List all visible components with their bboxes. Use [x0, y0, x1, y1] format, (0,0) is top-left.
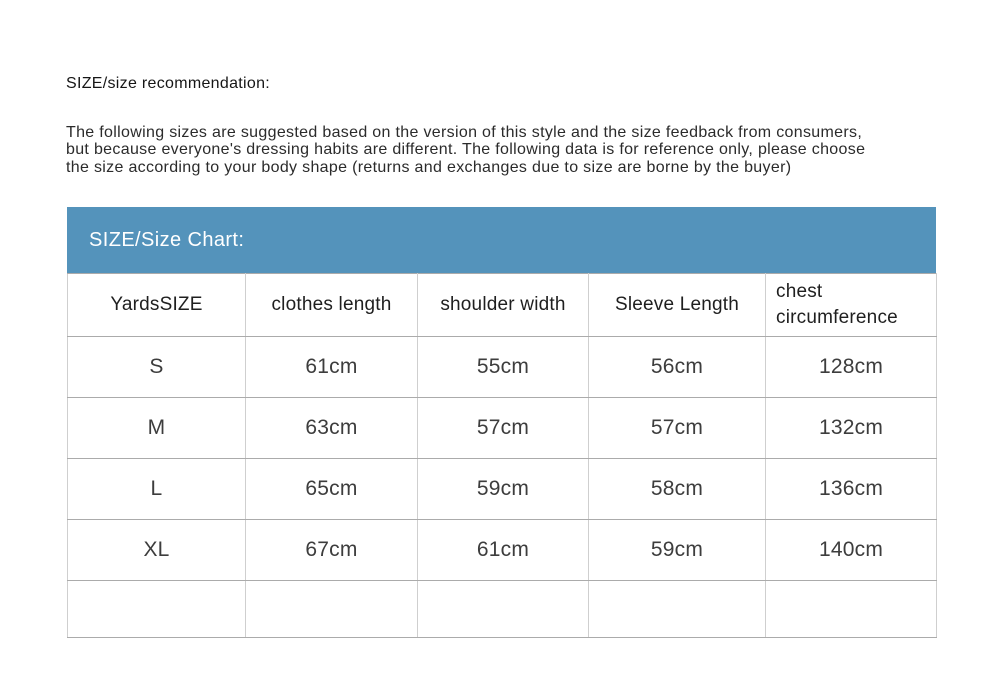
column-header-clothes-length: clothes length [246, 274, 418, 337]
size-row-s [68, 337, 937, 398]
size-chart-header-label: SIZE/Size Chart: [89, 228, 245, 251]
size-cell: XL [68, 520, 246, 581]
size-row-l [68, 459, 937, 520]
description-line-2: but because everyone's dressing habits are different. The following data is for reference only, please choose [66, 141, 866, 159]
size-cell: L [68, 459, 246, 520]
value-cell: 57cm [418, 398, 589, 459]
size-cell: S [68, 337, 246, 398]
size-row-m [68, 398, 937, 459]
size-chart-header-bar [67, 207, 936, 273]
description-line-3: the size according to your body shape (returns and exchanges due to size are borne by the buyer) [66, 158, 792, 176]
page-title: SIZE/size recommendation: [66, 75, 271, 92]
empty-cell [766, 581, 937, 638]
size-row-xl [68, 520, 937, 581]
description-line-1: The following sizes are suggested based on the version of this style and the size feedback from consumers, [66, 124, 863, 141]
empty-cell [246, 581, 418, 638]
size-cell: M [68, 398, 246, 459]
empty-cell [68, 581, 246, 638]
value-cell: 61cm [246, 337, 418, 398]
description-paragraph [66, 124, 934, 176]
value-cell: 132cm [766, 398, 937, 459]
column-header-shoulder-width: shoulder width [418, 274, 589, 337]
value-cell: 59cm [418, 459, 589, 520]
value-cell: 140cm [766, 520, 937, 581]
empty-row [68, 581, 937, 638]
empty-cell [589, 581, 766, 638]
value-cell: 67cm [246, 520, 418, 581]
size-table [67, 273, 937, 638]
value-cell: 55cm [418, 337, 589, 398]
column-header-sleeve-length: Sleeve Length [589, 274, 766, 337]
value-cell: 65cm [246, 459, 418, 520]
column-header-yards-size: YardsSIZE [68, 274, 246, 337]
value-cell: 61cm [418, 520, 589, 581]
size-table-header-row [68, 274, 937, 337]
value-cell: 63cm [246, 398, 418, 459]
value-cell: 59cm [589, 520, 766, 581]
value-cell: 56cm [589, 337, 766, 398]
value-cell: 136cm [766, 459, 937, 520]
value-cell: 58cm [589, 459, 766, 520]
value-cell: 128cm [766, 337, 937, 398]
empty-cell [418, 581, 589, 638]
value-cell: 57cm [589, 398, 766, 459]
column-header-chest-circumference: chest circumference [766, 274, 937, 337]
